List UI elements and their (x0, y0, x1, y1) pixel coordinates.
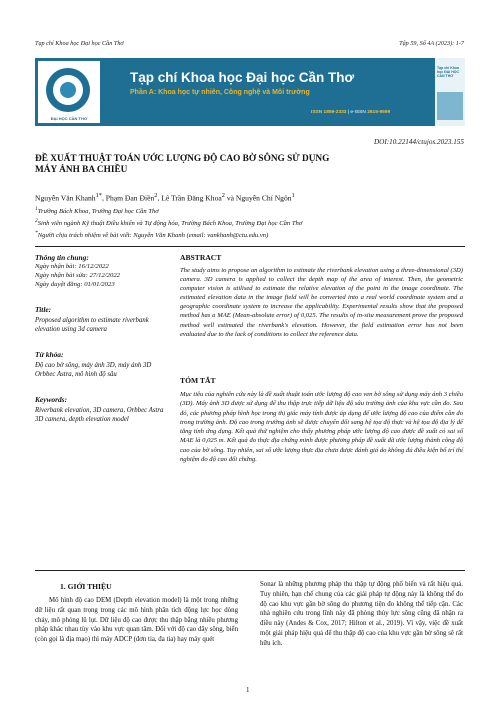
body-column-2: Sonar là những phương pháp thu thập tự động phổ biến và rất hiệu quả. Tuy nhiên, hạn chế chung của các giải pháp tự động này là không thể đo độ cao khu vực gần bờ sông do phương tiện đo không thể tiếp cận. Các nhà nghiên cứu trong lĩnh này đã phòng thủy lực sông cũng đã nhận ra điều này (Andes & Cox, 2017; Hilton et al., 2019). Vì vậy, việc đề xuất một giải pháp hiệu quả để thu thập độ cao của khu vực gần bờ sông sẽ rất hữu ích. (260, 581, 463, 647)
divider (35, 246, 465, 247)
article-info-sidebar (35, 253, 170, 424)
logo-text: ĐẠI HỌC CẦN THƠ (50, 116, 88, 121)
cover-image (437, 92, 463, 120)
author-list: Nguyễn Văn Khanh$^{1*}$, Phạm Đan Điền$^2$, Lê Trần Đăng Khoa$^2$ và Nguyễn Chí Ngôn$^1$ (35, 192, 295, 203)
divider (35, 570, 465, 571)
article-title-line-1: ĐỀ XUẤT THUẬT TOÁN ƯỚC LƯỢNG ĐỘ CAO BỜ SÔNG SỬ DỤNG (35, 154, 330, 164)
english-title: Proposed algorithm to estimate riverbank elevation using 3d camera (35, 317, 149, 333)
info-heading: Thông tin chung: (35, 253, 89, 262)
author-name: Nguyễn Văn Khanh (35, 193, 96, 203)
author-name: Phạm Đan Điền (105, 193, 155, 203)
article-title-line-2: MÁY ẢNH BA CHIỀU (35, 165, 128, 175)
revised-date: Ngày nhận bài sửa: 27/12/2022 (35, 272, 121, 279)
journal-banner (35, 58, 465, 126)
affiliation-1: $^1$Trường Bách Khoa, Trường Đại học Cần Thơ (35, 206, 159, 216)
issn-online: 2615-9599 (367, 110, 391, 115)
issue-running-header: Tập 59, Số 4A (2023): 1-7 (399, 40, 464, 47)
author-name: Lê Trần Đăng Khoa (161, 193, 222, 203)
journal-subtitle: Phần A: Khoa học tự nhiên, Công nghệ và Môi trường (130, 89, 310, 96)
english-title-heading: Title: (35, 305, 52, 314)
author-affiliation-mark: 2 (221, 192, 225, 199)
corresponding-author: *Người chịu trách nhiệm về bài viết: Nguyễn Văn Khanh (email: vankhanh@ctu.edu.vn) (35, 230, 269, 240)
tomtat-heading: TÓM TẮT (180, 376, 216, 385)
author-name: Nguyễn Chí Ngôn (235, 193, 292, 203)
author-affiliation-mark: 1* (95, 192, 102, 199)
keywords-vn: Độ cao bờ sông, máy ảnh 3D, máy ảnh 3D Orbbec Astra, mô hình độ sâu (35, 362, 152, 378)
article-title (35, 154, 375, 176)
cover-title: Tạp chí Khoa học ĐẠI HỌC CẦN THƠ (437, 66, 459, 78)
university-logo (38, 61, 100, 123)
issn-print: ISSN 1859-2333 (311, 110, 347, 115)
affiliation-2: $^2$Sinh viên ngành Kỹ thuật Điều khiển và Tự động hóa, Trường Bách Khoa, Trường Đại học Cần Thơ (35, 218, 303, 228)
keywords-en: Riverbank elevation, 3D camera, Orbbec Astra 3D camera, depth elevation model (35, 407, 164, 423)
received-date: Ngày nhận bài: 16/12/2022 (35, 263, 109, 270)
tomtat-text: Mục tiêu của nghiên cứu này là đề xuất thuật toán ước lượng độ cao ven bờ sông sử dụng máy ảnh 3 chiều (3D). Máy ảnh 3D được sử dụng để thu thập trực tiếp dữ liệu độ sâu trường ảnh của khu vực cần đo. Sau đó, các phương pháp hình học trong thị giác máy tính được áp dụng để ước lượng độ cao của điểm cần đo trong trường ảnh. Độ cao trong trường ảnh sẽ được chuyển đổi sang hệ tọa độ thực và hệ tọa độ địa lý để tăng tính ứng dụng. Kết quả thử nghiệm cho thấy phương pháp ước lượng độ cao được đề xuất có sai số MAE là 0,025 m. Kết quả đo thực địa chứng minh được phương pháp đề xuất đã ước lượng thành công độ cao của bờ sông. Tuy nhiên, sai số ước lượng thực địa chưa được đánh giá do không đủ điều kiện bố trí thí nghiệm đo độ cao đối chứng. (180, 391, 463, 464)
section-heading: 1. GIỚI THIỆU (60, 582, 112, 591)
keywords-en-heading: Keywords: (35, 395, 68, 404)
author-affiliation-mark: 1 (291, 192, 295, 199)
body-column-1: Mô hình độ cao DEM (Depth elevation model) là một trong những dữ liệu rất quan trọng trong các mô hình phân tích động lực học dòng chảy, mô phỏng lũ lụt. Dữ liệu độ cao được thu thập bằng nhiều phương pháp khác nhau tùy vào khu vực quan tâm. Đối với độ cao dây sông, biển (còn gọi là địa mạo) thì máy ADCP (đơn tia, đa tia) hay máy quét (35, 597, 238, 644)
abstract-heading: ABSTRACT (180, 253, 222, 262)
journal-title: Tạp chí Khoa học Đại học Cần Thơ (130, 70, 355, 85)
journal-cover-thumbnail (435, 58, 465, 126)
abstract-text: The study aims to propose an algorithm to estimate the riverbank elevation using a three-dimensional (3D) camera. 3D camera is applied to collect the depth map of the area of interest. Then, the geometric computer vision is utilised to estimate the relative elevation of the point in the image coordinate. The estimated elevation data in the image field will be converted into a real world coordinate system and a geographic coordinate system to increase the applicability. Experimental results show that the proposed method has a MAE (Mean-absolute error) of 0,025. The results of in-situ measurement prove the proposed method well estimated the riverbank's elevation. However, the field estimation error has not been evaluated due to the lack of conditions to collect the reference data. (180, 267, 463, 338)
journal-running-header: Tạp chí Khoa học Đại học Cần Thơ (35, 40, 124, 47)
issn-separator: | e-ISSN (346, 110, 368, 115)
keywords-vn-heading: Từ khóa: (35, 350, 64, 359)
author-affiliation-mark: 2 (154, 192, 158, 199)
accepted-date: Ngày duyệt đăng: 01/01/2023 (35, 281, 115, 288)
doi: DOI:10.22144/ctujos.2023.155 (373, 138, 464, 146)
page-number: 1 (246, 686, 250, 694)
issn-line (311, 110, 390, 115)
